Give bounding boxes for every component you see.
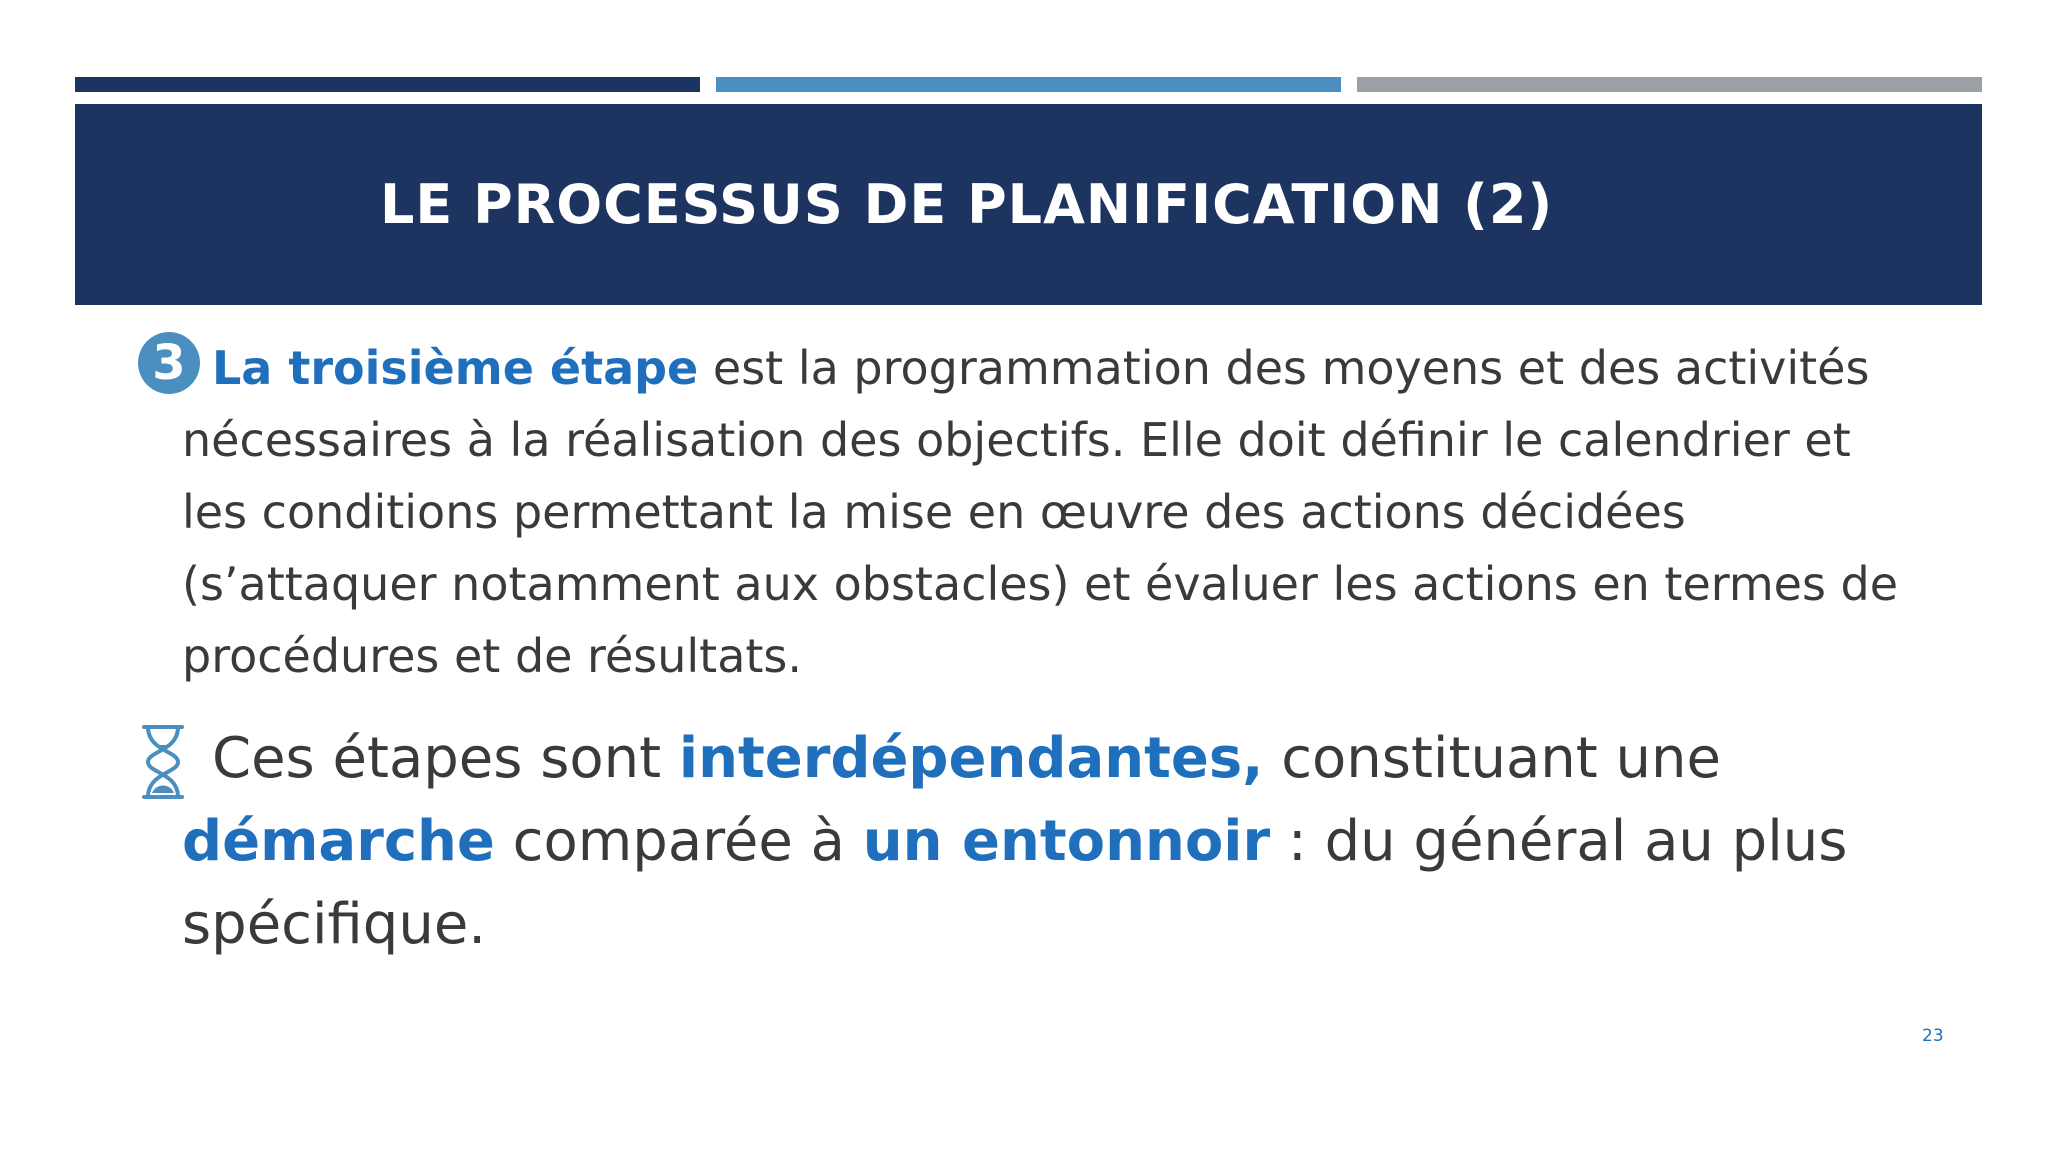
slide-content <box>152 332 1902 966</box>
highlight-interdependantes: interdépendantes, <box>678 726 1264 791</box>
accent-bar-gray <box>1357 77 1982 92</box>
numbered-circle-3-icon: 3 <box>138 332 200 394</box>
third-step-highlight: La troisième étape <box>212 341 699 395</box>
interdependence-text-3: comparée à <box>494 809 863 874</box>
page-number: 23 <box>1922 1026 1944 1046</box>
highlight-entonnoir: un entonnoir <box>862 809 1271 874</box>
highlight-demarche: démarche <box>182 809 495 874</box>
hourglass-icon <box>138 723 188 801</box>
interdependence-text-1: Ces étapes sont <box>212 726 679 791</box>
accent-bar-blue <box>716 77 1341 92</box>
paragraph-third-step <box>152 332 1902 692</box>
third-step-text: est la programmation des moyens et des activités nécessaires à la réalisation des objectifs. Elle doit définir le calendrier et les conditions permettant la mise en œuvre des actions décidées (s’attaquer notamment aux obstacles) et évaluer les actions en termes de procédures et de résultats. <box>182 341 1899 683</box>
slide-title: LE PROCESSUS DE PLANIFICATION (2) <box>380 173 1554 236</box>
accent-bar-navy <box>75 77 700 92</box>
title-band <box>75 104 1982 305</box>
interdependence-text-2: constituant une <box>1263 726 1721 791</box>
paragraph-interdependence <box>182 717 1902 966</box>
interdependence-text-4: : du général au plus spécifique. <box>182 809 1848 957</box>
